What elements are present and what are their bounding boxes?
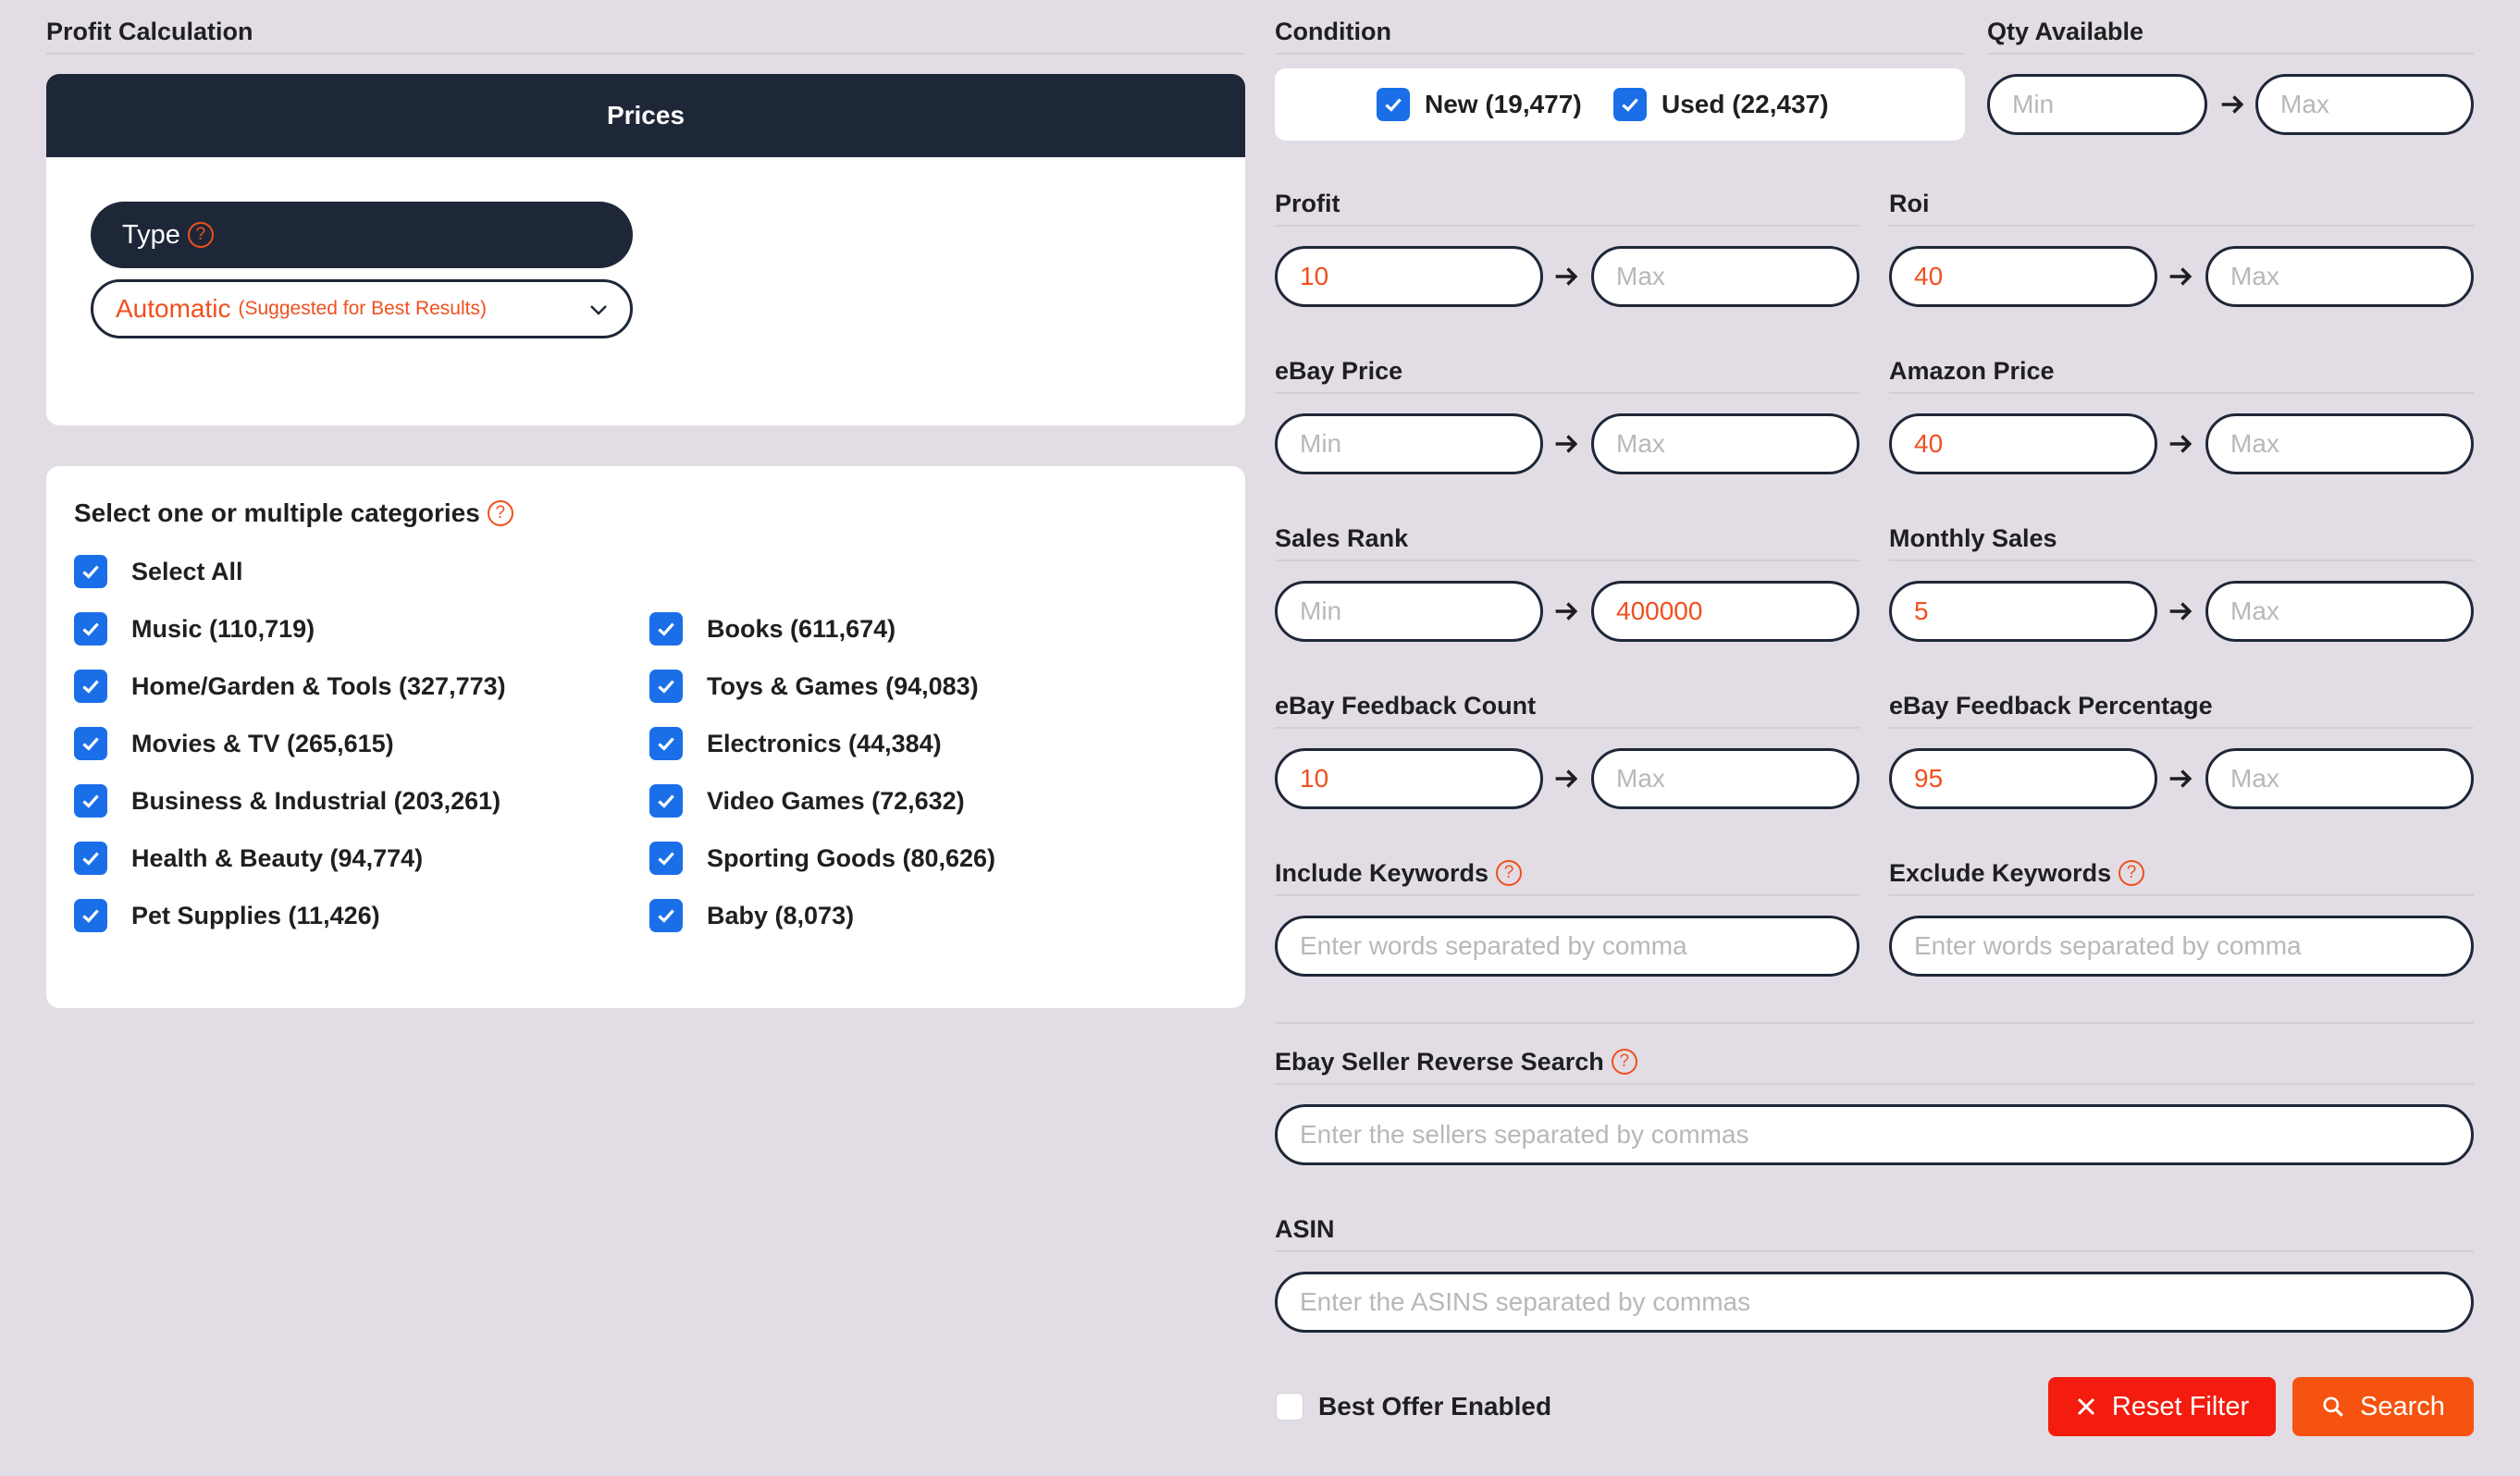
section-divider [1275, 392, 1859, 394]
section-divider [1275, 225, 1859, 227]
type-label: Type [122, 219, 180, 250]
feedback-pct-max-input[interactable]: Max [2205, 748, 2474, 809]
checkmark-icon [79, 904, 103, 928]
category-label: Music (110,719) [131, 615, 315, 643]
category-checkbox[interactable] [649, 784, 683, 818]
category-label: Home/Garden & Tools (327,773) [131, 672, 506, 700]
used-label: Used (22,437) [1661, 90, 1829, 118]
category-checkbox[interactable] [74, 727, 107, 760]
reset-filter-button[interactable] [2048, 1377, 2276, 1436]
section-divider [1889, 225, 2474, 227]
arrow-right-icon [2165, 261, 2196, 292]
feedback-count-title: eBay Feedback Count [1275, 692, 1537, 720]
section-divider [1275, 1022, 2474, 1024]
arrow-right-icon [2165, 596, 2196, 627]
category-label: Baby (8,073) [707, 902, 855, 929]
ebay-price-title: eBay Price [1275, 357, 1403, 385]
feedback-pct-min-input[interactable]: 95 [1889, 748, 2157, 809]
section-divider [1889, 727, 2474, 729]
help-icon[interactable]: ? [1612, 1049, 1637, 1075]
checkmark-icon [654, 789, 678, 813]
checkmark-icon [654, 617, 678, 641]
best-offer-label: Best Offer Enabled [1318, 1392, 1552, 1421]
category-checkbox[interactable] [74, 899, 107, 932]
asin-title: ASIN [1275, 1215, 1335, 1243]
best-offer-checkbox[interactable] [1276, 1393, 1303, 1421]
used-checkbox[interactable] [1613, 88, 1647, 121]
select-all-label: Select All [131, 558, 243, 585]
search-icon [2321, 1395, 2345, 1419]
section-divider [1275, 727, 1859, 729]
amazon-price-title: Amazon Price [1889, 357, 2055, 385]
monthly-sales-max-input[interactable]: Max [2205, 581, 2474, 642]
help-icon[interactable]: ? [188, 222, 214, 248]
help-icon[interactable]: ? [488, 500, 513, 526]
section-divider [1275, 53, 1965, 55]
category-checkbox[interactable] [649, 727, 683, 760]
checkmark-icon [79, 789, 103, 813]
section-divider [1889, 392, 2474, 394]
qty-min-input[interactable]: Min [1987, 74, 2207, 135]
condition-title: Condition [1275, 18, 1391, 45]
arrow-right-icon [2165, 428, 2196, 460]
select-all-checkbox[interactable] [74, 555, 107, 588]
profit-max-input[interactable]: Max [1591, 246, 1859, 307]
checkmark-icon [654, 674, 678, 698]
category-label: Pet Supplies (11,426) [131, 902, 380, 929]
new-label: New (19,477) [1425, 90, 1582, 118]
section-divider [1275, 1083, 2474, 1085]
prices-header: Prices [46, 74, 1245, 157]
category-label: Health & Beauty (94,774) [131, 844, 424, 872]
category-label: Business & Industrial (203,261) [131, 787, 501, 815]
feedback-count-max-input[interactable]: Max [1591, 748, 1859, 809]
ebay-price-min-input[interactable]: Min [1275, 413, 1543, 474]
condition-box [1275, 68, 1965, 141]
type-select-value: Automatic [116, 294, 231, 323]
category-label: Movies & TV (265,615) [131, 730, 394, 757]
section-divider [1889, 560, 2474, 561]
categories-title-text: Select one or multiple categories [74, 498, 480, 527]
section-divider [46, 53, 1245, 55]
category-label: Toys & Games (94,083) [707, 672, 979, 700]
arrow-right-icon [2217, 89, 2248, 120]
prices-card [46, 74, 1245, 425]
close-icon [2075, 1396, 2097, 1418]
monthly-sales-title: Monthly Sales [1889, 524, 2057, 552]
profit-title: Profit [1275, 190, 1340, 217]
feedback-pct-title: eBay Feedback Percentage [1889, 692, 2213, 720]
checkmark-icon [1381, 92, 1405, 117]
search-label: Search [2360, 1391, 2445, 1421]
roi-max-input[interactable]: Max [2205, 246, 2474, 307]
reset-filter-label: Reset Filter [2111, 1391, 2250, 1421]
search-button[interactable] [2292, 1377, 2474, 1436]
category-checkbox[interactable] [74, 670, 107, 703]
profit-calculation-title: Profit Calculation [46, 18, 253, 45]
checkmark-icon [79, 617, 103, 641]
checkmark-icon [79, 846, 103, 870]
help-icon[interactable]: ? [2119, 860, 2144, 886]
qty-available-title: Qty Available [1987, 18, 2144, 45]
section-divider [1987, 53, 2474, 55]
category-checkbox[interactable] [74, 784, 107, 818]
checkmark-icon [1618, 92, 1642, 117]
arrow-right-icon [1550, 428, 1582, 460]
chevron-down-icon [587, 299, 610, 321]
exclude-keywords-input[interactable]: Enter words separated by comma [1889, 916, 2474, 977]
amazon-price-min-input[interactable]: 40 [1889, 413, 2157, 474]
categories-card [46, 466, 1245, 1008]
arrow-right-icon [1550, 763, 1582, 794]
categories-title [74, 498, 513, 529]
section-divider [1889, 894, 2474, 896]
checkmark-icon [79, 674, 103, 698]
category-checkbox[interactable] [649, 670, 683, 703]
seller-search-input[interactable]: Enter the sellers separated by commas [1275, 1104, 2474, 1165]
sales-rank-min-input[interactable]: Min [1275, 581, 1543, 642]
roi-title: Roi [1889, 190, 1930, 217]
arrow-right-icon [1550, 261, 1582, 292]
seller-search-title [1275, 1046, 1637, 1077]
category-checkbox[interactable] [649, 612, 683, 646]
profit-min-input[interactable]: 10 [1275, 246, 1543, 307]
sales-rank-max-input[interactable]: 400000 [1591, 581, 1859, 642]
help-icon[interactable]: ? [1496, 860, 1522, 886]
monthly-sales-min-input[interactable]: 5 [1889, 581, 2157, 642]
checkmark-icon [654, 904, 678, 928]
type-select[interactable] [91, 279, 633, 338]
category-label: Sporting Goods (80,626) [707, 844, 996, 872]
category-checkbox[interactable] [649, 899, 683, 932]
qty-max-input[interactable]: Max [2255, 74, 2474, 135]
arrow-right-icon [1550, 596, 1582, 627]
include-keywords-label: Include Keywords [1275, 859, 1489, 887]
type-label-pill [91, 202, 633, 268]
category-label: Electronics (44,384) [707, 730, 942, 757]
checkmark-icon [654, 732, 678, 756]
feedback-count-min-input[interactable]: 10 [1275, 748, 1543, 809]
section-divider [1275, 1250, 2474, 1252]
checkmark-icon [79, 732, 103, 756]
category-checkbox[interactable] [649, 842, 683, 875]
sales-rank-title: Sales Rank [1275, 524, 1409, 552]
checkmark-icon [654, 846, 678, 870]
section-divider [1275, 894, 1859, 896]
roi-min-input[interactable]: 40 [1889, 246, 2157, 307]
exclude-keywords-title [1889, 857, 2144, 889]
include-keywords-title [1275, 857, 1522, 889]
asin-input[interactable]: Enter the ASINS separated by commas [1275, 1272, 2474, 1333]
section-divider [1275, 560, 1859, 561]
seller-search-label: Ebay Seller Reverse Search [1275, 1048, 1604, 1076]
include-keywords-input[interactable]: Enter words separated by comma [1275, 916, 1859, 977]
category-checkbox[interactable] [74, 612, 107, 646]
category-checkbox[interactable] [74, 842, 107, 875]
amazon-price-max-input[interactable]: Max [2205, 413, 2474, 474]
checkmark-icon [79, 560, 103, 584]
new-checkbox[interactable] [1377, 88, 1410, 121]
arrow-right-icon [2165, 763, 2196, 794]
ebay-price-max-input[interactable]: Max [1591, 413, 1859, 474]
category-label: Books (611,674) [707, 615, 896, 643]
category-label: Video Games (72,632) [707, 787, 965, 815]
type-select-hint: (Suggested for Best Results) [238, 298, 487, 319]
exclude-keywords-label: Exclude Keywords [1889, 859, 2112, 887]
